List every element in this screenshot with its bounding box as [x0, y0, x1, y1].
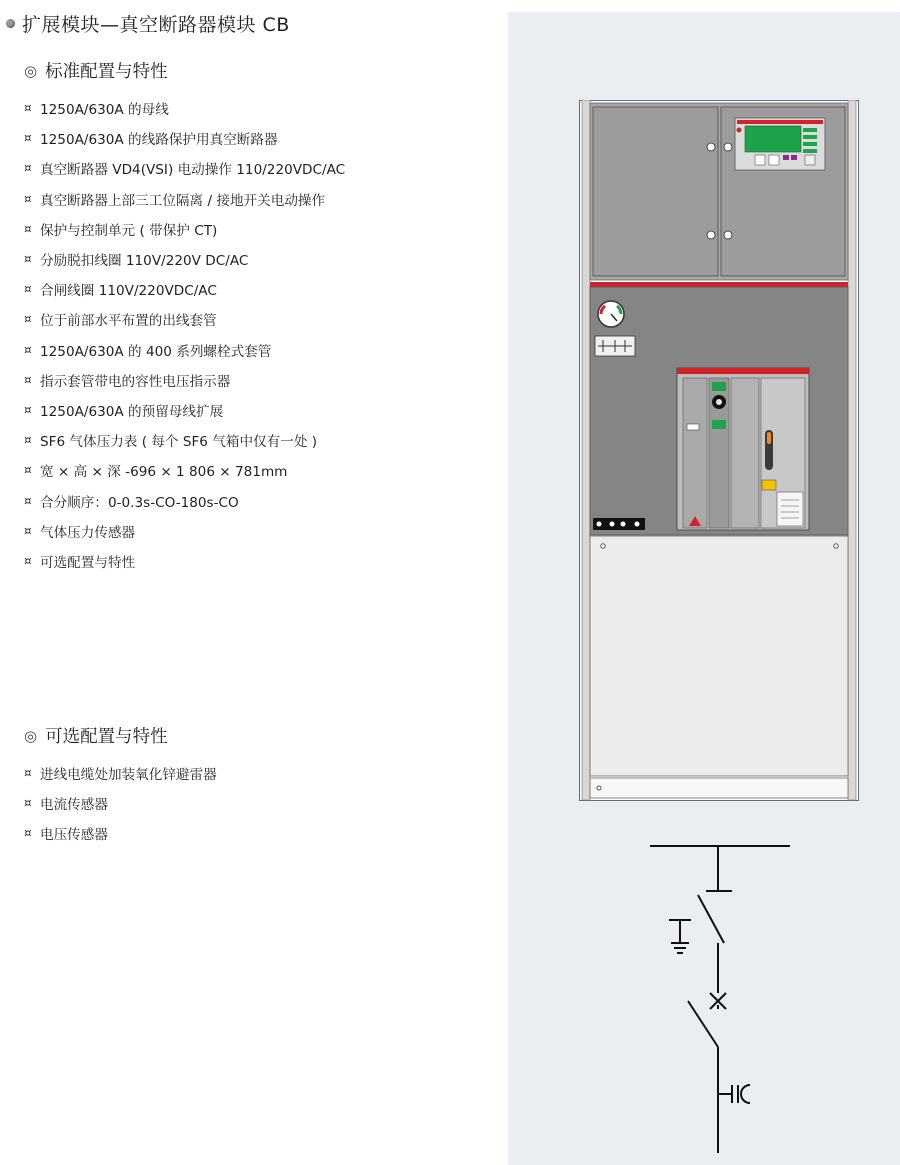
- screw-icon: [601, 544, 605, 548]
- currency-bullet-icon: ¤: [24, 402, 32, 417]
- list-item: ¤ 电压传感器: [24, 826, 108, 844]
- list-item: ¤ 1250A/630A 的 400 系列螺栓式套管: [24, 342, 272, 360]
- mimic-diagram-plate: [595, 336, 635, 356]
- currency-bullet-icon: ¤: [24, 766, 32, 781]
- currency-bullet-icon: ¤: [24, 826, 32, 841]
- single-line-diagram: [640, 835, 800, 1155]
- currency-bullet-icon: ¤: [24, 101, 32, 116]
- switchgear-cabinet-illustration: [579, 100, 859, 801]
- optional-heading-text: 可选配置与特性: [45, 727, 168, 747]
- currency-bullet-icon: ¤: [24, 221, 32, 236]
- list-item: ¤ 可选配置与特性: [24, 553, 136, 571]
- list-item: ¤ 合闸线圈 110V/220VDC/AC: [24, 282, 217, 300]
- breaker-switch-blade: [688, 1001, 718, 1047]
- list-item: ¤ 宽 × 高 × 深 -696 × 1 806 × 781mm: [24, 463, 288, 481]
- voltage-indicator-capacitor-icon: [718, 1085, 750, 1103]
- isolator-switch-blade: [698, 895, 724, 943]
- optional-feature-list: [24, 758, 217, 849]
- page-title: [6, 10, 290, 37]
- lower-cable-compartment: [590, 536, 848, 776]
- currency-bullet-icon: ¤: [24, 342, 32, 357]
- list-item: ¤ 保护与控制单元 ( 带保护 CT): [24, 221, 218, 239]
- list-item: ¤ 1250A/630A 的预留母线扩展: [24, 402, 224, 420]
- standard-heading-text: 标准配置与特性: [45, 62, 168, 82]
- currency-bullet-icon: ¤: [24, 553, 32, 568]
- cabinet-base-plinth: [590, 778, 848, 798]
- red-separator-stripe: [590, 282, 848, 287]
- list-item: ¤ 位于前部水平布置的出线套管: [24, 312, 217, 330]
- currency-bullet-icon: ¤: [24, 372, 32, 387]
- cabinet-left-rail: [582, 100, 590, 800]
- currency-bullet-icon: ¤: [24, 191, 32, 206]
- protection-relay-unit: [735, 118, 825, 170]
- list-item: ¤ SF6 气体压力表 ( 每个 SF6 气箱中仅有一处 ): [24, 433, 318, 451]
- cabinet-right-rail: [848, 100, 856, 800]
- standard-feature-list: [24, 93, 345, 576]
- currency-bullet-icon: ¤: [24, 796, 32, 811]
- list-item: ¤ 合分顺序：0-0.3s-CO-180s-CO: [24, 493, 239, 511]
- optional-section-heading: [24, 723, 168, 748]
- sf6-pressure-gauge-icon: [598, 301, 624, 327]
- currency-bullet-icon: ¤: [24, 312, 32, 327]
- list-item: ¤ 1250A/630A 的母线: [24, 101, 169, 119]
- list-item: ¤ 分励脱扣线圈 110V/220V DC/AC: [24, 252, 249, 270]
- list-item: ¤ 电流传感器: [24, 796, 108, 814]
- currency-bullet-icon: ¤: [24, 493, 32, 508]
- left-upper-door: [593, 107, 718, 276]
- list-item: ¤ 真空断路器上部三工位隔离 / 接地开关电动操作: [24, 191, 326, 209]
- standard-section-heading: [24, 58, 168, 83]
- currency-bullet-icon: ¤: [24, 282, 32, 297]
- voltage-indicator-strip: [593, 518, 645, 530]
- currency-bullet-icon: ¤: [24, 161, 32, 176]
- title-bullet-icon: [6, 19, 15, 28]
- list-item: ¤ 指示套管带电的容性电压指示器: [24, 372, 231, 390]
- list-item: ¤ 真空断路器 VD4(VSI) 电动操作 110/220VDC/AC: [24, 161, 346, 179]
- circuit-breaker-front-panel: [677, 368, 809, 530]
- list-item: ¤ 气体压力传感器: [24, 523, 136, 541]
- list-item: ¤ 1250A/630A 的线路保护用真空断路器: [24, 131, 278, 149]
- page-title-text: 扩展模块—真空断路器模块 CB: [22, 14, 290, 36]
- currency-bullet-icon: ¤: [24, 131, 32, 146]
- currency-bullet-icon: ¤: [24, 433, 32, 448]
- door-latch-icon: [707, 231, 715, 239]
- currency-bullet-icon: ¤: [24, 523, 32, 538]
- currency-bullet-icon: ¤: [24, 252, 32, 267]
- screw-icon: [834, 544, 838, 548]
- currency-bullet-icon: ¤: [24, 463, 32, 478]
- door-latch-icon: [724, 143, 732, 151]
- door-latch-icon: [707, 143, 715, 151]
- screw-icon: [597, 786, 601, 790]
- list-item: ¤ 进线电缆处加装氧化锌避雷器: [24, 766, 217, 784]
- double-circle-icon: ◎: [24, 61, 38, 80]
- double-circle-icon: ◎: [24, 726, 38, 745]
- earth-ground-icon: [669, 920, 691, 953]
- door-latch-icon: [724, 231, 732, 239]
